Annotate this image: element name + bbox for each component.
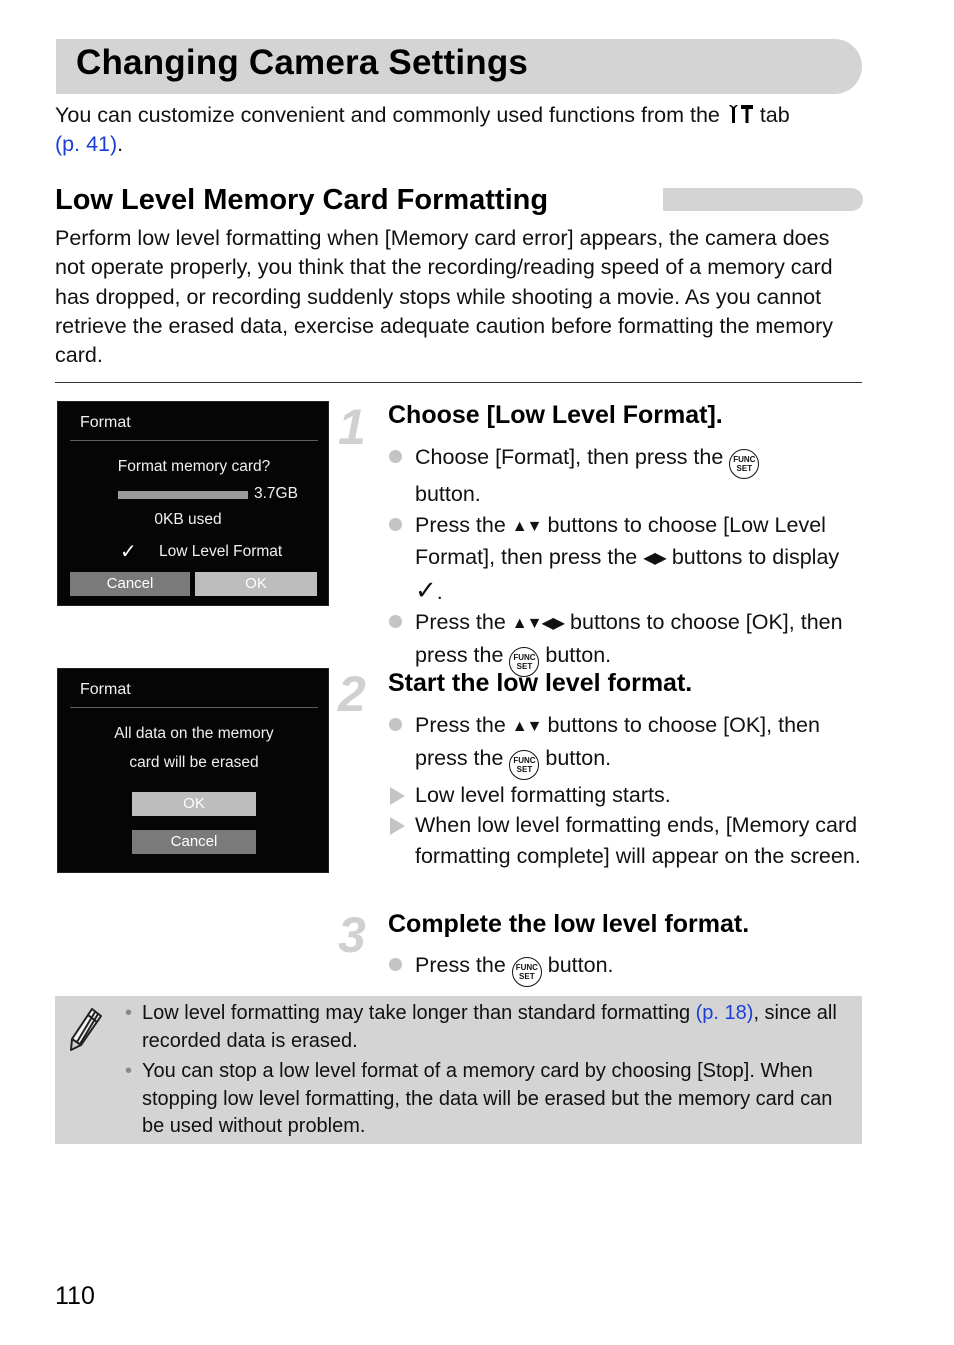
func-set-button-icon [509, 750, 539, 780]
text: button. [541, 953, 614, 977]
text: . [436, 579, 443, 604]
bullet-dot-icon [389, 958, 402, 971]
result-arrow-icon [390, 817, 405, 835]
left-right-arrows-icon: ◀▶ [643, 550, 666, 567]
bullet-dot-icon [389, 518, 402, 531]
page-number: 110 [55, 1282, 95, 1310]
list-item [388, 510, 868, 608]
up-down-arrows-icon: ▲▼ [511, 517, 542, 535]
checkmark-icon: ✓ [415, 574, 437, 605]
list-item [388, 607, 868, 677]
title-bar [56, 39, 862, 94]
warning-line-1: All data on the memory [114, 725, 274, 742]
bullet-dot-icon [389, 718, 402, 731]
four-way-arrows-icon: ▲▼◀▶ [511, 615, 565, 632]
warning-line-2: card will be erased [129, 754, 259, 771]
step-3-number: 3 [338, 907, 366, 963]
intro-text-after: tab [753, 103, 790, 127]
up-down-arrows-icon: ▲▼ [511, 718, 542, 735]
list-item [388, 950, 868, 987]
text: Choose [Format], then press the [415, 445, 730, 469]
step-1-title: Choose [Low Level Format]. [388, 401, 723, 429]
checkbox-check-icon[interactable]: ✓ [120, 541, 137, 563]
text: Press the [415, 953, 512, 977]
camera-screen-erase-warning [57, 668, 329, 873]
text: button. [539, 745, 612, 770]
step-2-number: 2 [338, 666, 366, 722]
page-title: Changing Camera Settings [76, 43, 529, 82]
set-label: SET [736, 464, 753, 473]
text: When low level formatting ends, [Memory card formatting complete] will appear on the screen. [415, 813, 861, 868]
list-item [388, 710, 868, 780]
text: Low level formatting may take longer than standard formatting [142, 1002, 696, 1024]
list-item [388, 442, 868, 510]
step-3-title: Complete the low level format. [388, 910, 750, 938]
used-value: 0KB used [154, 511, 222, 528]
text: Press the [415, 610, 512, 634]
camera-screen-format-dialog [57, 401, 329, 606]
note-box [55, 996, 862, 1144]
func-label: FUNC [515, 963, 538, 972]
low-level-format-label: Low Level Format [159, 543, 283, 560]
note-list [125, 1000, 845, 1144]
list-item [125, 1058, 845, 1141]
cancel-button[interactable]: Cancel [132, 830, 256, 854]
capacity-value: 3.7GB [254, 485, 298, 502]
divider [55, 382, 862, 383]
bullet-dot-icon [389, 450, 402, 463]
bullet-dot-icon: • [125, 1060, 133, 1082]
pencil-icon [68, 1006, 104, 1052]
section-heading-bar [663, 188, 863, 211]
screen-title: Format [80, 414, 131, 431]
note-page-link[interactable]: (p. 18) [695, 1002, 754, 1024]
section-heading [55, 182, 863, 218]
step-2-title: Start the low level format. [388, 669, 693, 697]
step-2-instructions [388, 710, 868, 871]
text: Press the [415, 713, 512, 737]
intro-text [55, 101, 865, 159]
func-label: FUNC [513, 755, 536, 765]
tools-icon [726, 103, 754, 125]
func-set-button-icon [729, 449, 759, 479]
set-label: SET [516, 661, 533, 671]
set-label: SET [516, 764, 533, 774]
text: button. [415, 482, 481, 506]
list-item [388, 810, 868, 871]
func-set-button-icon [512, 957, 542, 987]
cancel-button[interactable]: Cancel [70, 572, 190, 596]
section-paragraph: Perform low level formatting when [Memory card error] appears, the camera does not operate properly, you think that the recording/reading speed of a memory card has dropped, or recording suddenly stops while shooting a movie. As you cannot retrieve the erased data, exercise adequate caution before formatting the memory card. [55, 226, 834, 368]
intro-page-link[interactable]: (p. 41) [55, 132, 118, 156]
section-title: Low Level Memory Card Formatting [55, 184, 564, 217]
screen-divider [70, 440, 318, 441]
step-3-instructions [388, 950, 868, 987]
text: buttons to display [665, 545, 840, 569]
screen-divider [70, 707, 318, 708]
bullet-dot-icon: • [125, 1002, 133, 1024]
screen-title: Format [80, 681, 131, 698]
func-label: FUNC [513, 652, 536, 662]
ok-button[interactable]: OK [132, 792, 256, 816]
bullet-dot-icon [389, 615, 402, 628]
step-1-number: 1 [338, 399, 366, 455]
text: Press the [415, 512, 512, 537]
text: , since all recorded data is erased. [142, 1002, 837, 1052]
func-label: FUNC [733, 455, 756, 464]
intro-end: . [117, 132, 124, 156]
result-arrow-icon [390, 787, 405, 805]
set-label: SET [519, 972, 535, 981]
step-1-instructions [388, 442, 868, 677]
text: You can stop a low level format of a memory card by choosing [Stop]. When stopping low level formatting, the data will be erased but the memory card can be used without problem. [142, 1060, 833, 1137]
capacity-bar [118, 491, 248, 499]
text: buttons to choose [OK], then press the [415, 610, 843, 667]
text: buttons to choose [OK], then press the [415, 713, 820, 770]
screen-question: Format memory card? [117, 458, 271, 475]
text: Low level formatting starts. [415, 782, 671, 807]
text: button. [539, 642, 612, 667]
ok-button[interactable]: OK [195, 572, 317, 596]
list-item [388, 780, 868, 811]
intro-text-before: You can customize convenient and commonly used functions from the [55, 103, 726, 127]
text: buttons to choose [Low Level Format], then press the [415, 512, 826, 569]
list-item [125, 1000, 845, 1055]
